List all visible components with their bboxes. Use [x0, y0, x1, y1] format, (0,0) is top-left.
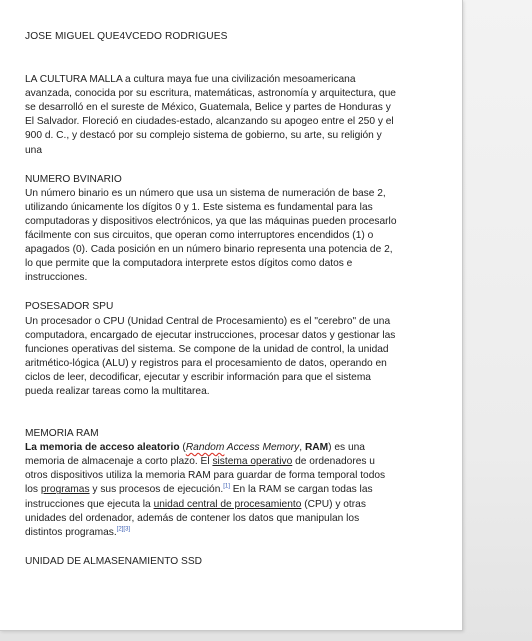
section-title-procesador: POSESADOR SPU — [25, 301, 114, 313]
spacer — [25, 540, 397, 555]
bold-term: La memoria de acceso aleatorio — [25, 442, 180, 454]
author-name: JOSE MIGUEL QUE4VCEDO RODRIGUES — [25, 31, 228, 42]
paragraph-text: ( — [179, 442, 186, 454]
section-title-numero-binario: NUMERO BVINARIO — [25, 173, 122, 185]
spacer — [25, 285, 397, 300]
paragraph-procesador: Un procesador o CPU (Unidad Central de Procesamiento) es el "cerebro" de una computadora, encargado de ejecutar instrucciones, procesar datos y gestionar las funciones operativas del sistema. Se compone de la unidad de control, la unidad aritmético-lógica (ALU) y registros para el procesamiento de datos, operando en ciclos de leer, decodificar, ejecutar y escribir información para que el sistema pueda realizar tareas como la multitarea. — [25, 315, 396, 397]
spacer — [25, 158, 397, 173]
reference-link[interactable]: [2][3] — [116, 526, 131, 533]
italic-text: Access Memory — [224, 442, 300, 454]
hyperlink-programas[interactable]: programas — [40, 484, 90, 496]
spellcheck-word[interactable]: Random — [185, 442, 225, 454]
paragraph-text: En la RAM se cargan todas las instrucciones que ejecuta la — [25, 484, 373, 510]
paragraph-text: (CPU) y otras unidades del ordenador, además de contener los datos que manipulan los distintos programas. — [25, 498, 366, 538]
hyperlink-unidad-central[interactable]: unidad central de procesamiento — [153, 498, 302, 510]
paragraph-text: , — [299, 442, 305, 454]
paragraph-memoria-ram — [25, 441, 397, 540]
hyperlink-sistema-operativo[interactable]: sistema operativo — [212, 456, 293, 468]
paragraph-text: a cultura maya fue una civilización mesoamericana avanzada, conocida por su escritura, matemáticas, astronomía y arquitectura, que se desarrolló en el sureste de México, Guatemala, Belice y partes de Honduras y El Salvador. Floreció en ciudades-estado, alcanzando su apogeo entre el 250 y el 900 d. C., y destacó por su complejo sistema de gobierno, su arte, su religión y una — [25, 74, 396, 156]
paragraph-numero-binario: Un número binario es un número que usa un sistema de numeración de base 2, utilizando únicamente los dígitos 0 y 1. Este sistema es fundamental para las computadoras y dispositivos electrónicos, ya que las máquinas pueden procesarlo fácilmente con sus circuitos, que operan como interruptores encendidos (1) o apagados (0). Cada posición en un número binario representa una potencia de 2, lo que permite que la computadora interprete estos dígitos como datos e instrucciones. — [25, 187, 397, 284]
section-title-memoria-ram: MEMORIA RAM — [25, 428, 99, 440]
section-title-ssd: UNIDAD DE ALMASENAMIENTO SSD — [25, 555, 202, 567]
paragraph-text: ) es una memoria de almacenaje a corto plazo. El — [25, 442, 365, 468]
document-body[interactable] — [25, 30, 397, 569]
paragraph-cultura-maya — [25, 73, 397, 158]
reference-link[interactable]: [1] — [223, 484, 230, 491]
section-title-cultura-maya: LA CULTURA MALLA — [25, 74, 123, 86]
paragraph-text: de ordenadores u otros dispositivos utiliza la memoria RAM para guardar de forma temporal todos los — [25, 456, 386, 496]
spacer — [25, 44, 397, 73]
paragraph-text: y sus procesos de ejecución. — [89, 484, 224, 496]
bold-abbreviation: RAM — [304, 442, 329, 454]
spacer — [25, 399, 397, 427]
